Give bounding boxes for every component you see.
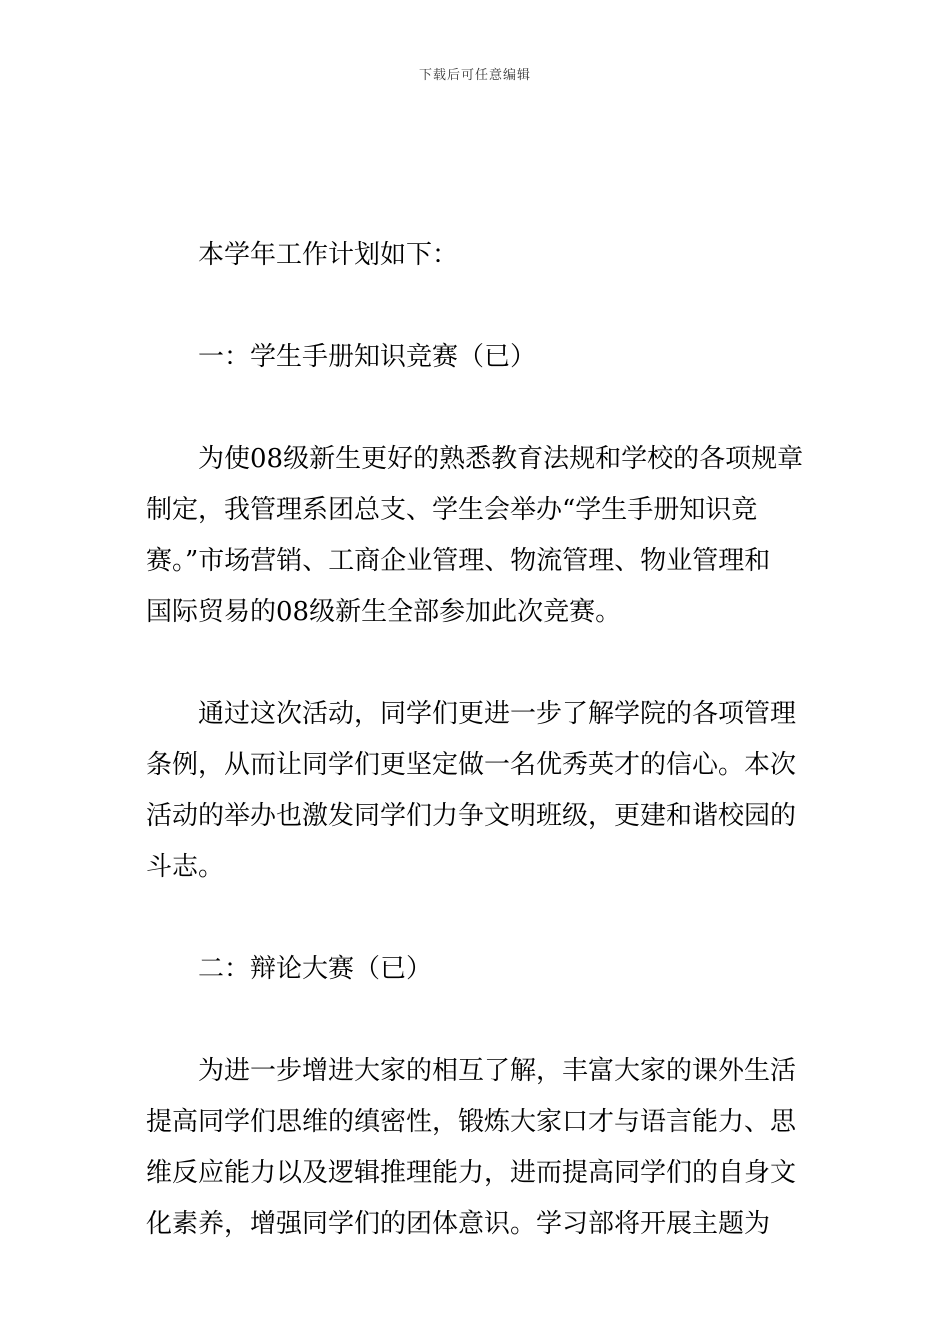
paragraph-line: 为进一步增进大家的相互了解，丰富大家的课外生活 <box>198 1056 797 1086</box>
paragraph-1 <box>146 434 806 638</box>
paragraph-line: 赛。”市场营销、工商企业管理、物流管理、物业管理和 <box>146 546 771 576</box>
section-1-heading: 一：学生手册知识竞赛（已） <box>198 342 537 372</box>
paragraph-gap <box>146 281 806 332</box>
paragraph-line: 为使08级新生更好的熟悉教育法规和学校的各项规章 <box>198 444 804 474</box>
paragraph-line: 通过这次活动，同学们更进一步了解学院的各项管理 <box>198 699 797 729</box>
paragraph-gap <box>146 383 806 434</box>
paragraph-line: 制定，我管理系团总支、学生会举办“学生手册知识竞 <box>146 495 758 525</box>
paragraph-gap <box>146 995 806 1046</box>
paragraph-3 <box>146 1046 806 1250</box>
paragraph-line: 提高同学们思维的缜密性，锻炼大家口才与语言能力、思 <box>146 1107 797 1137</box>
paragraph-line: 活动的举办也激发同学们力争文明班级，更建和谐校园的 <box>146 801 797 831</box>
paragraph-line: 维反应能力以及逻辑推理能力，进而提高同学们的自身文 <box>146 1158 797 1188</box>
paragraph-line: 国际贸易的08级新生全部参加此次竞赛。 <box>146 597 622 627</box>
paragraph-line: 化素养，增强同学们的团体意识。学习部将开展主题为 <box>146 1209 771 1239</box>
document-body <box>146 230 806 1250</box>
intro-line: 本学年工作计划如下： <box>198 240 459 270</box>
paragraph-line: 条例，从而让同学们更坚定做一名优秀英才的信心。本次 <box>146 750 797 780</box>
paragraph-line: 斗志。 <box>146 852 225 882</box>
page-header-note: 下载后可任意编辑 <box>418 68 531 83</box>
section-2-heading: 二：辩论大赛（已） <box>198 954 433 984</box>
paragraph-2 <box>146 689 806 893</box>
paragraph-gap <box>146 893 806 944</box>
paragraph-gap <box>146 638 806 689</box>
